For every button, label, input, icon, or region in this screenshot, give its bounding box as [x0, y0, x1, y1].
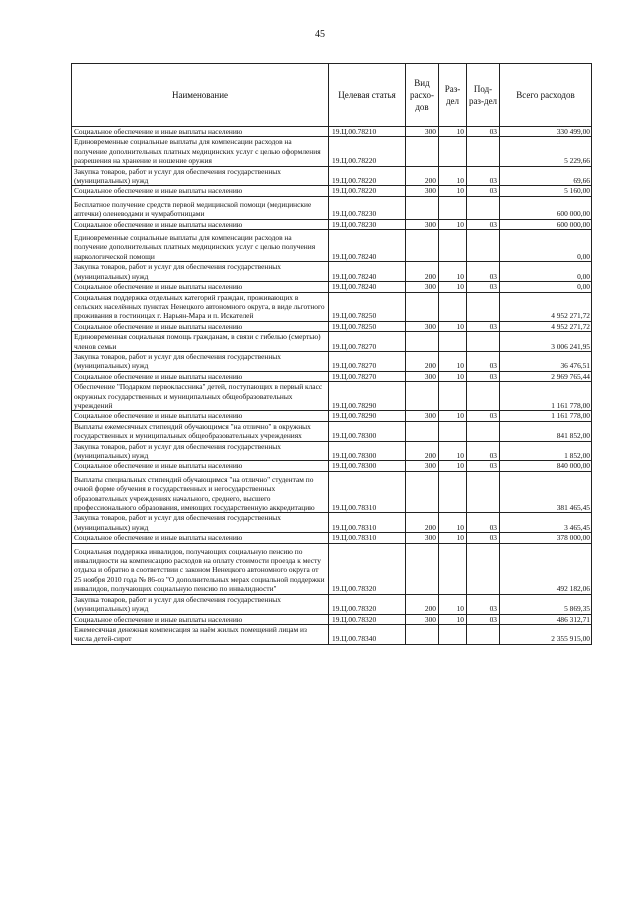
row-total: 69,66	[500, 166, 592, 186]
row-total: 841 852,00	[500, 421, 592, 441]
header-section: Раз-дел	[439, 64, 467, 127]
row-target-code: 19.Ц.00.78240	[329, 282, 406, 292]
row-subsection	[467, 624, 500, 644]
row-subsection	[467, 230, 500, 262]
row-section	[439, 624, 467, 644]
row-section	[439, 292, 467, 321]
row-section: 10	[439, 441, 467, 461]
row-total: 5 869,35	[500, 594, 592, 614]
row-section: 10	[439, 371, 467, 381]
row-subsection: 03	[467, 594, 500, 614]
row-total: 2 355 915,00	[500, 624, 592, 644]
row-name: Социальное обеспечение и иные выплаты населению	[72, 127, 329, 137]
row-total: 378 000,00	[500, 533, 592, 543]
row-name: Социальное обеспечение и иные выплаты населению	[72, 186, 329, 196]
row-expense-type: 300	[406, 371, 439, 381]
row-name: Социальное обеспечение и иные выплаты населению	[72, 614, 329, 624]
row-subsection: 03	[467, 127, 500, 137]
row-section	[439, 196, 467, 219]
row-total: 600 000,00	[500, 219, 592, 229]
row-total: 3 465,45	[500, 513, 592, 533]
header-subsection: Под-раз-дел	[467, 64, 500, 127]
row-expense-type	[406, 471, 439, 513]
row-section: 10	[439, 614, 467, 624]
row-section	[439, 332, 467, 352]
row-expense-type	[406, 624, 439, 644]
table-row	[72, 262, 592, 282]
table-row	[72, 533, 592, 543]
header-name: Наименование	[72, 64, 329, 127]
row-total: 5 229,66	[500, 137, 592, 166]
row-name: Закупка товаров, работ и услуг для обеспечения государственных (муниципальных) нужд	[72, 513, 329, 533]
row-section: 10	[439, 262, 467, 282]
row-name: Социальное обеспечение и иные выплаты населению	[72, 321, 329, 331]
row-name: Социальное обеспечение и иные выплаты населению	[72, 371, 329, 381]
row-expense-type: 200	[406, 594, 439, 614]
row-name: Социальное обеспечение и иные выплаты населению	[72, 461, 329, 471]
row-subsection	[467, 382, 500, 411]
row-name: Социальная поддержка инвалидов, получающих социальную пенсию по инвалидности на компенсацию расходов на оплату стоимости проезда к месту отдыха и обратно в соответствии с законом Ненецкого автономного округа от 25 ноября 2010 года № 86-оз "О дополнительных мерах социальной поддержки инвалидов, получающих социальную пенсию по инвалидности"	[72, 543, 329, 594]
row-expense-type	[406, 230, 439, 262]
row-total: 5 160,00	[500, 186, 592, 196]
row-target-code: 19.Ц.00.78310	[329, 513, 406, 533]
table-row	[72, 543, 592, 594]
row-name: Закупка товаров, работ и услуг для обеспечения государственных (муниципальных) нужд	[72, 594, 329, 614]
row-target-code: 19.Ц.00.78320	[329, 543, 406, 594]
row-subsection: 03	[467, 262, 500, 282]
row-name: Закупка товаров, работ и услуг для обеспечения государственных (муниципальных) нужд	[72, 166, 329, 186]
row-section: 10	[439, 513, 467, 533]
row-subsection	[467, 137, 500, 166]
row-total: 0,00	[500, 262, 592, 282]
row-expense-type: 300	[406, 282, 439, 292]
row-expense-type: 300	[406, 127, 439, 137]
table-row	[72, 137, 592, 166]
row-expense-type: 300	[406, 411, 439, 421]
row-section: 10	[439, 533, 467, 543]
table-row	[72, 282, 592, 292]
row-name: Единовременные социальные выплаты для компенсации расходов на получение дополнительных платных медицинских услуг с целью оформления разрешения на хранение и ношение оружия	[72, 137, 329, 166]
table-row	[72, 411, 592, 421]
row-total: 1 161 778,00	[500, 382, 592, 411]
row-name: Закупка товаров, работ и услуг для обеспечения государственных (муниципальных) нужд	[72, 441, 329, 461]
row-section: 10	[439, 411, 467, 421]
row-target-code: 19.Ц.00.78230	[329, 219, 406, 229]
row-total: 840 000,00	[500, 461, 592, 471]
row-total: 4 952 271,72	[500, 292, 592, 321]
row-expense-type: 300	[406, 533, 439, 543]
row-section	[439, 543, 467, 594]
row-total: 381 465,45	[500, 471, 592, 513]
row-total: 330 499,00	[500, 127, 592, 137]
row-expense-type: 200	[406, 351, 439, 371]
row-expense-type	[406, 421, 439, 441]
row-target-code: 19.Ц.00.78250	[329, 292, 406, 321]
row-expense-type: 300	[406, 219, 439, 229]
row-target-code: 19.Ц.00.78230	[329, 196, 406, 219]
row-total: 3 006 241,95	[500, 332, 592, 352]
row-name: Социальное обеспечение и иные выплаты населению	[72, 411, 329, 421]
table-body	[72, 127, 592, 645]
row-section	[439, 230, 467, 262]
row-subsection: 03	[467, 411, 500, 421]
row-subsection: 03	[467, 166, 500, 186]
table-row	[72, 186, 592, 196]
row-total: 600 000,00	[500, 196, 592, 219]
row-target-code: 19.Ц.00.78310	[329, 471, 406, 513]
row-target-code: 19.Ц.00.78220	[329, 166, 406, 186]
row-name: Выплаты специальных стипендий обучающимся "на отлично" студентам по очной форме обучения в государственных и негосударственных образовательных учреждениях начального, среднего, высшего профессионального образования, имеющих государственную аккредитацию	[72, 471, 329, 513]
table-row	[72, 351, 592, 371]
row-total: 36 476,51	[500, 351, 592, 371]
row-target-code: 19.Ц.00.78220	[329, 186, 406, 196]
row-expense-type: 200	[406, 166, 439, 186]
header-type: Вид расхо-дов	[406, 64, 439, 127]
table-row	[72, 594, 592, 614]
row-expense-type	[406, 137, 439, 166]
row-section: 10	[439, 461, 467, 471]
row-target-code: 19.Ц.00.78320	[329, 594, 406, 614]
row-target-code: 19.Ц.00.78250	[329, 321, 406, 331]
header-total: Всего расходов	[500, 64, 592, 127]
budget-table	[71, 63, 592, 645]
table-row	[72, 371, 592, 381]
row-section: 10	[439, 127, 467, 137]
page-number: 45	[315, 29, 325, 40]
table-row	[72, 382, 592, 411]
table-row	[72, 624, 592, 644]
row-section: 10	[439, 186, 467, 196]
row-target-code: 19.Ц.00.78270	[329, 351, 406, 371]
row-name: Единовременная социальная помощь гражданам, в связи с гибелью (смертью) членов семьи	[72, 332, 329, 352]
row-target-code: 19.Ц.00.78220	[329, 137, 406, 166]
table-row	[72, 127, 592, 137]
row-section: 10	[439, 219, 467, 229]
row-name: Единовременные социальные выплаты для компенсации расходов на получение дополнительных платных медицинских услуг с целью получения наркологической помощи	[72, 230, 329, 262]
row-name: Социальное обеспечение и иные выплаты населению	[72, 219, 329, 229]
table-row	[72, 292, 592, 321]
row-subsection	[467, 543, 500, 594]
row-section: 10	[439, 321, 467, 331]
table-row	[72, 230, 592, 262]
row-total: 2 969 765,44	[500, 371, 592, 381]
row-section	[439, 471, 467, 513]
row-name: Обеспечение "Подарком первоклассника" детей, поступающих в первый класс окружных государственных и муниципальных общеобразовательных учреждений	[72, 382, 329, 411]
row-expense-type: 200	[406, 262, 439, 282]
row-name: Закупка товаров, работ и услуг для обеспечения государственных (муниципальных) нужд	[72, 262, 329, 282]
table-row	[72, 219, 592, 229]
row-target-code: 19.Ц.00.78210	[329, 127, 406, 137]
row-expense-type: 300	[406, 461, 439, 471]
row-section: 10	[439, 351, 467, 371]
row-name: Социальное обеспечение и иные выплаты населению	[72, 282, 329, 292]
row-subsection: 03	[467, 533, 500, 543]
row-subsection: 03	[467, 282, 500, 292]
row-section	[439, 421, 467, 441]
row-expense-type	[406, 292, 439, 321]
row-name: Бесплатное получение средств первой медицинской помощи (медицинские аптечки) оленеводами и чумработницами	[72, 196, 329, 219]
row-subsection: 03	[467, 614, 500, 624]
table-row	[72, 421, 592, 441]
row-subsection: 03	[467, 351, 500, 371]
row-section: 10	[439, 282, 467, 292]
row-target-code: 19.Ц.00.78290	[329, 382, 406, 411]
table-row	[72, 614, 592, 624]
row-subsection	[467, 196, 500, 219]
row-name: Выплаты ежемесячных стипендий обучающимся "на отлично" в окружных государственных и муниципальных общеобразовательных учреждениях	[72, 421, 329, 441]
row-subsection: 03	[467, 371, 500, 381]
row-expense-type	[406, 382, 439, 411]
row-expense-type	[406, 196, 439, 219]
row-subsection: 03	[467, 513, 500, 533]
row-target-code: 19.Ц.00.78320	[329, 614, 406, 624]
row-target-code: 19.Ц.00.78310	[329, 533, 406, 543]
row-total: 0,00	[500, 230, 592, 262]
row-expense-type: 200	[406, 513, 439, 533]
row-subsection	[467, 332, 500, 352]
row-name: Закупка товаров, работ и услуг для обеспечения государственных (муниципальных) нужд	[72, 351, 329, 371]
table-row	[72, 461, 592, 471]
row-target-code: 19.Ц.00.78270	[329, 371, 406, 381]
row-target-code: 19.Ц.00.78240	[329, 262, 406, 282]
row-total: 4 952 271,72	[500, 321, 592, 331]
row-expense-type: 200	[406, 441, 439, 461]
row-name: Социальная поддержка отдельных категорий граждан, проживающих в сельских населённых пунктах Ненецкого автономного округа, в виде льготного проживания в гостиницах г. Нарьян-Мара и п. Искателей	[72, 292, 329, 321]
table-row	[72, 471, 592, 513]
row-target-code: 19.Ц.00.78300	[329, 421, 406, 441]
row-expense-type: 300	[406, 614, 439, 624]
table-header-row	[72, 64, 592, 127]
row-target-code: 19.Ц.00.78300	[329, 461, 406, 471]
row-target-code: 19.Ц.00.78300	[329, 441, 406, 461]
row-name: Социальное обеспечение и иные выплаты населению	[72, 533, 329, 543]
row-total: 486 312,71	[500, 614, 592, 624]
table-row	[72, 441, 592, 461]
table-row	[72, 513, 592, 533]
row-subsection	[467, 471, 500, 513]
row-target-code: 19.Ц.00.78340	[329, 624, 406, 644]
row-expense-type	[406, 332, 439, 352]
header-target: Целевая статья	[329, 64, 406, 127]
row-target-code: 19.Ц.00.78270	[329, 332, 406, 352]
row-expense-type: 300	[406, 321, 439, 331]
row-subsection: 03	[467, 186, 500, 196]
row-subsection: 03	[467, 441, 500, 461]
row-subsection: 03	[467, 321, 500, 331]
row-total: 0,00	[500, 282, 592, 292]
row-name: Ежемесячная денежная компенсация за наём жилых помещений лицам из числа детей-сирот	[72, 624, 329, 644]
row-total: 492 182,06	[500, 543, 592, 594]
row-section: 10	[439, 594, 467, 614]
row-section: 10	[439, 166, 467, 186]
row-total: 1 852,00	[500, 441, 592, 461]
row-subsection	[467, 421, 500, 441]
row-subsection: 03	[467, 219, 500, 229]
row-subsection: 03	[467, 461, 500, 471]
row-expense-type	[406, 543, 439, 594]
row-subsection	[467, 292, 500, 321]
row-expense-type: 300	[406, 186, 439, 196]
table-row	[72, 196, 592, 219]
table-row	[72, 166, 592, 186]
row-target-code: 19.Ц.00.78290	[329, 411, 406, 421]
table-row	[72, 332, 592, 352]
row-target-code: 19.Ц.00.78240	[329, 230, 406, 262]
row-total: 1 161 778,00	[500, 411, 592, 421]
row-section	[439, 382, 467, 411]
table-row	[72, 321, 592, 331]
row-section	[439, 137, 467, 166]
